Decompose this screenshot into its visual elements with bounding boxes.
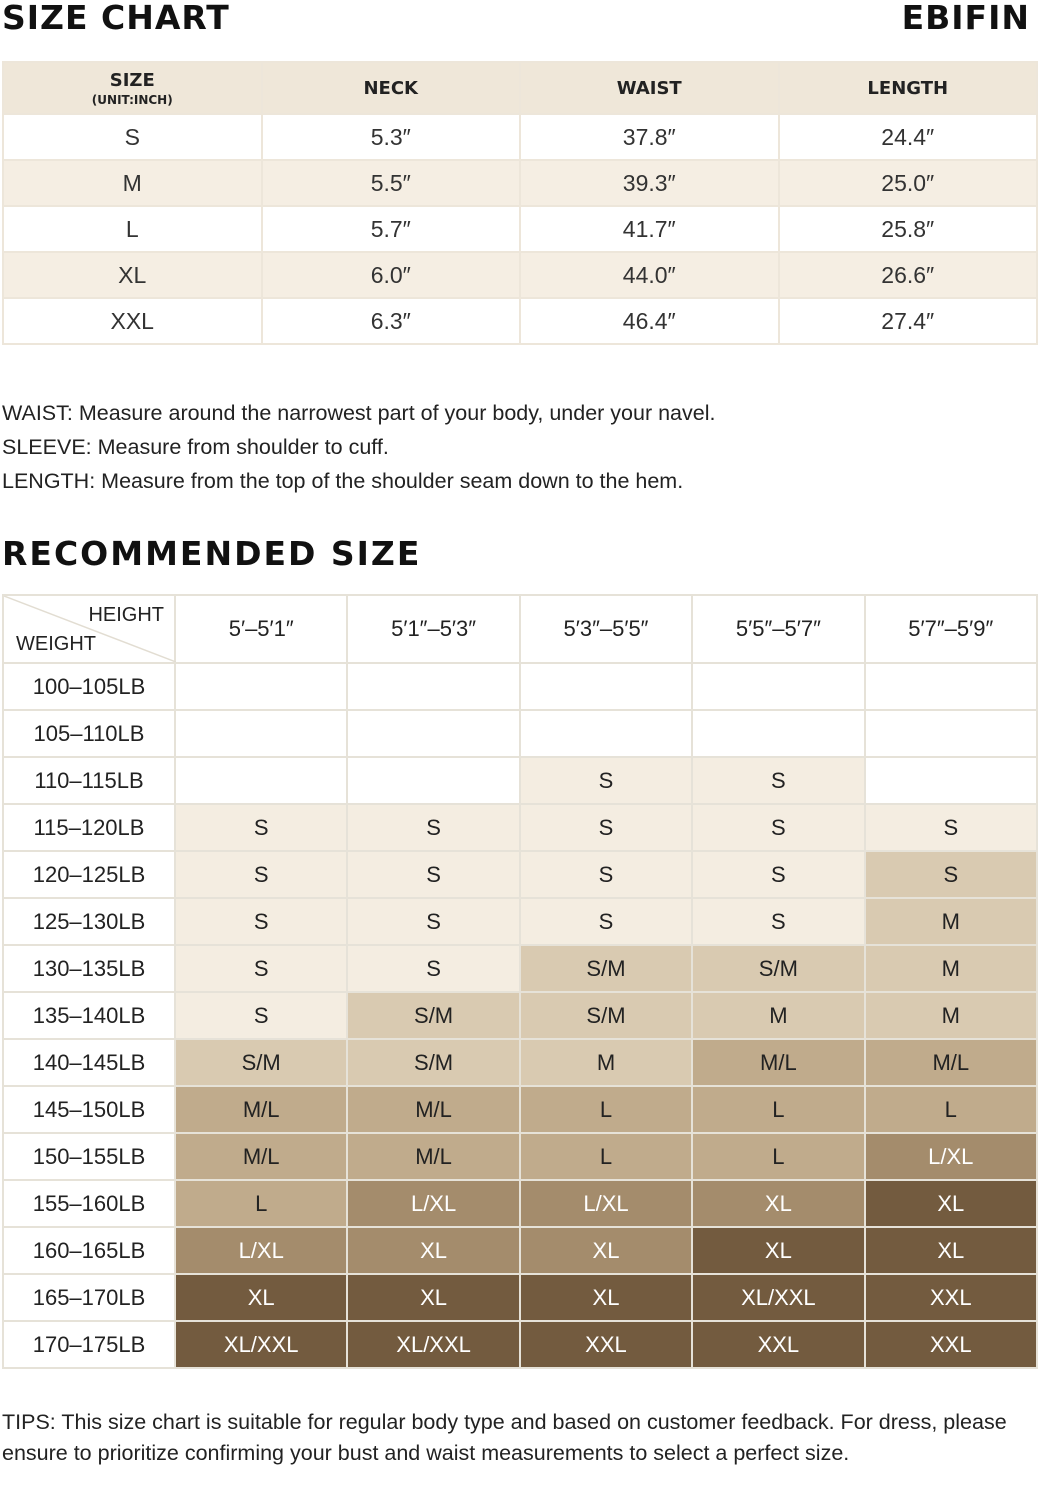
length-cell: 25.0″ [779, 160, 1038, 206]
size-recommendation-cell: M [865, 992, 1037, 1039]
weight-cell: 170–175LB [3, 1321, 175, 1368]
size-recommendation-cell: XL [865, 1180, 1037, 1227]
unit-label: (UNIT:INCH) [91, 92, 173, 107]
note-key: LENGTH: [2, 469, 96, 493]
size-recommendation-cell: XL [347, 1227, 519, 1274]
weight-row [3, 757, 1037, 804]
weight-row [3, 710, 1037, 757]
size-column-header [3, 62, 262, 114]
waist-cell: 39.3″ [520, 160, 779, 206]
size-recommendation-cell: XXL [520, 1321, 692, 1368]
weight-cell: 105–110LB [3, 710, 175, 757]
size-recommendation-cell: M [520, 1039, 692, 1086]
size-recommendation-cell: S [692, 804, 864, 851]
weight-cell: 110–115LB [3, 757, 175, 804]
weight-row [3, 945, 1037, 992]
size-recommendation-cell: S [175, 945, 347, 992]
note-key: SLEEVE: [2, 435, 92, 459]
size-recommendation-cell: L/XL [347, 1180, 519, 1227]
size-chart-body [3, 114, 1037, 344]
weight-row [3, 898, 1037, 945]
weight-axis-label: WEIGHT [16, 633, 96, 655]
size-recommendation-cell: XXL [692, 1321, 864, 1368]
weight-row [3, 851, 1037, 898]
weight-row [3, 804, 1037, 851]
corner-header [3, 595, 175, 663]
size-recommendation-cell [175, 757, 347, 804]
neck-column-header: NECK [262, 62, 521, 114]
height-column-header: 5′5″–5′7″ [692, 595, 864, 663]
size-recommendation-cell [865, 710, 1037, 757]
weight-cell: 165–170LB [3, 1274, 175, 1321]
size-recommendation-cell: S [175, 851, 347, 898]
size-recommendation-cell [175, 663, 347, 710]
weight-row [3, 663, 1037, 710]
size-recommendation-cell: S [347, 804, 519, 851]
size-recommendation-cell: S/M [347, 992, 519, 1039]
size-recommendation-cell: XXL [865, 1274, 1037, 1321]
weight-cell: 155–160LB [3, 1180, 175, 1227]
size-recommendation-cell [865, 663, 1037, 710]
weight-row [3, 1321, 1037, 1368]
size-row [3, 298, 1037, 344]
note-sleeve [2, 430, 715, 464]
note-length [2, 464, 715, 498]
weight-cell: 130–135LB [3, 945, 175, 992]
height-column-header: 5′–5′1″ [175, 595, 347, 663]
size-recommendation-cell: S [520, 804, 692, 851]
weight-cell: 140–145LB [3, 1039, 175, 1086]
weight-row [3, 1039, 1037, 1086]
neck-cell: 5.5″ [262, 160, 521, 206]
size-recommendation-cell: L [865, 1086, 1037, 1133]
size-recommendation-cell: XL [175, 1274, 347, 1321]
size-recommendation-cell: S [692, 851, 864, 898]
size-recommendation-cell [347, 710, 519, 757]
size-row [3, 114, 1037, 160]
size-recommendation-cell [347, 757, 519, 804]
size-recommendation-cell: M/L [175, 1133, 347, 1180]
size-recommendation-cell [692, 663, 864, 710]
weight-row [3, 992, 1037, 1039]
weight-row [3, 1274, 1037, 1321]
size-recommendation-cell: L [520, 1133, 692, 1180]
size-recommendation-cell: S [347, 898, 519, 945]
waist-column-header: WAIST [520, 62, 779, 114]
height-column-header: 5′7″–5′9″ [865, 595, 1037, 663]
measurement-notes [2, 396, 715, 498]
neck-cell: 5.3″ [262, 114, 521, 160]
size-recommendation-cell: S/M [347, 1039, 519, 1086]
tips-text: This size chart is suitable for regular body type and based on customer feedback. For dress, please ensure to prioritize confirming your bust and waist measurements to select a perfect size. [2, 1410, 1007, 1465]
note-waist [2, 396, 715, 430]
height-axis-label: HEIGHT [88, 604, 164, 626]
note-text: Measure from the top of the shoulder seam down to the hem. [101, 469, 684, 493]
size-cell: M [3, 160, 262, 206]
size-recommendation-cell: S [520, 898, 692, 945]
waist-cell: 37.8″ [520, 114, 779, 160]
size-recommendation-cell: S/M [520, 945, 692, 992]
note-text: Measure around the narrowest part of your body, under your navel. [78, 401, 716, 425]
size-recommendation-cell: XXL [865, 1321, 1037, 1368]
size-recommendation-cell: XL/XXL [175, 1321, 347, 1368]
size-row [3, 206, 1037, 252]
size-recommendation-cell: S [520, 757, 692, 804]
size-chart-table [2, 61, 1038, 345]
brand-logo-text: EBIFIN [901, 0, 1030, 37]
size-recommendation-cell [692, 710, 864, 757]
size-recommendation-cell: S [347, 945, 519, 992]
size-recommendation-cell [175, 710, 347, 757]
size-cell: S [3, 114, 262, 160]
weight-cell: 100–105LB [3, 663, 175, 710]
height-column-header: 5′1″–5′3″ [347, 595, 519, 663]
weight-row [3, 1180, 1037, 1227]
size-recommendation-cell [865, 757, 1037, 804]
tips-key: TIPS: [2, 1410, 56, 1434]
size-recommendation-cell: S/M [520, 992, 692, 1039]
recommended-size-title: RECOMMENDED SIZE [2, 534, 422, 573]
size-recommendation-cell: S [692, 757, 864, 804]
weight-cell: 120–125LB [3, 851, 175, 898]
size-cell: L [3, 206, 262, 252]
size-recommendation-cell: XL [520, 1274, 692, 1321]
size-recommendation-cell: S/M [175, 1039, 347, 1086]
size-recommendation-cell: S [175, 804, 347, 851]
size-recommendation-cell: M [865, 898, 1037, 945]
neck-cell: 5.7″ [262, 206, 521, 252]
neck-cell: 6.0″ [262, 252, 521, 298]
size-recommendation-cell: XL [692, 1227, 864, 1274]
height-header-row [3, 595, 1037, 663]
size-recommendation-cell: S [865, 851, 1037, 898]
size-recommendation-cell: S [175, 898, 347, 945]
size-recommendation-cell: L [692, 1086, 864, 1133]
size-recommendation-cell: L [692, 1133, 864, 1180]
weight-cell: 115–120LB [3, 804, 175, 851]
waist-cell: 44.0″ [520, 252, 779, 298]
size-chart-title: SIZE CHART [2, 0, 230, 37]
weight-cell: 125–130LB [3, 898, 175, 945]
size-recommendation-cell: S [347, 851, 519, 898]
size-row [3, 252, 1037, 298]
height-column-header: 5′3″–5′5″ [520, 595, 692, 663]
size-recommendation-cell: L/XL [865, 1133, 1037, 1180]
recommended-size-table [2, 594, 1038, 1369]
size-recommendation-cell: XL [520, 1227, 692, 1274]
size-recommendation-cell: S [520, 851, 692, 898]
length-cell: 24.4″ [779, 114, 1038, 160]
length-cell: 26.6″ [779, 252, 1038, 298]
size-recommendation-cell: M [692, 992, 864, 1039]
waist-cell: 41.7″ [520, 206, 779, 252]
size-recommendation-cell: M/L [347, 1133, 519, 1180]
note-key: WAIST: [2, 401, 73, 425]
size-recommendation-cell: M/L [175, 1086, 347, 1133]
size-column-label: SIZE [109, 69, 155, 91]
tips-note [2, 1407, 1032, 1469]
weight-row [3, 1133, 1037, 1180]
size-recommendation-cell: S/M [692, 945, 864, 992]
size-recommendation-cell: XL/XXL [347, 1321, 519, 1368]
weight-cell: 150–155LB [3, 1133, 175, 1180]
recommended-size-body [3, 663, 1037, 1368]
length-column-header: LENGTH [779, 62, 1038, 114]
size-recommendation-cell: L/XL [520, 1180, 692, 1227]
size-recommendation-cell: M/L [692, 1039, 864, 1086]
size-recommendation-cell: XL [865, 1227, 1037, 1274]
waist-cell: 46.4″ [520, 298, 779, 344]
size-recommendation-cell: L [175, 1180, 347, 1227]
weight-cell: 145–150LB [3, 1086, 175, 1133]
size-recommendation-cell: M/L [347, 1086, 519, 1133]
size-recommendation-cell: S [692, 898, 864, 945]
length-cell: 25.8″ [779, 206, 1038, 252]
size-recommendation-cell: S [175, 992, 347, 1039]
size-chart-header-row [3, 62, 1037, 114]
size-cell: XXL [3, 298, 262, 344]
size-cell: XL [3, 252, 262, 298]
size-recommendation-cell: M/L [865, 1039, 1037, 1086]
size-recommendation-cell: XL [347, 1274, 519, 1321]
size-recommendation-cell [520, 710, 692, 757]
weight-cell: 135–140LB [3, 992, 175, 1039]
weight-cell: 160–165LB [3, 1227, 175, 1274]
size-recommendation-cell: XL [692, 1180, 864, 1227]
size-recommendation-cell: XL/XXL [692, 1274, 864, 1321]
size-recommendation-cell: M [865, 945, 1037, 992]
size-recommendation-cell: L [520, 1086, 692, 1133]
size-row [3, 160, 1037, 206]
size-recommendation-cell: L/XL [175, 1227, 347, 1274]
neck-cell: 6.3″ [262, 298, 521, 344]
size-recommendation-cell [520, 663, 692, 710]
size-recommendation-cell [347, 663, 519, 710]
weight-row [3, 1086, 1037, 1133]
weight-row [3, 1227, 1037, 1274]
note-text: Measure from shoulder to cuff. [97, 435, 389, 459]
length-cell: 27.4″ [779, 298, 1038, 344]
size-recommendation-cell: S [865, 804, 1037, 851]
